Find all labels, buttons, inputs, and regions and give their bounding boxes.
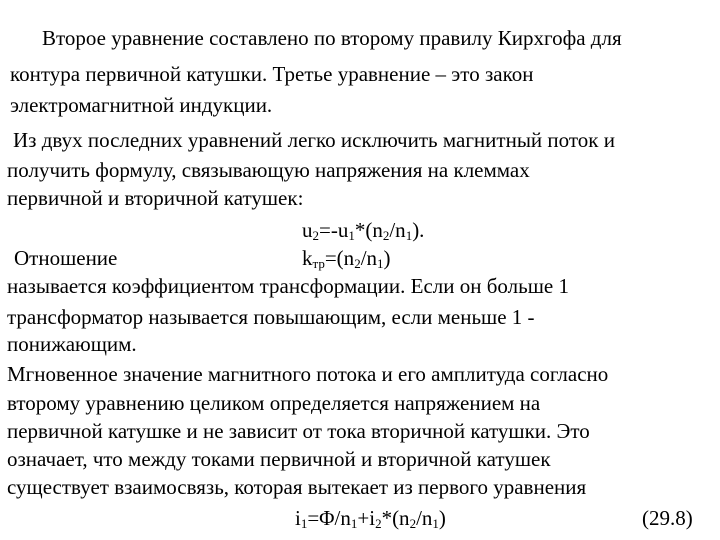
- paragraph-2-line-3: первичной и вторичной катушек:: [7, 186, 304, 210]
- paragraph-1-line-2: контура первичной катушки. Третье уравнение – это закон: [10, 62, 534, 86]
- paragraph-2-line-2: получить формулу, связывающую напряжения на клеммах: [7, 158, 530, 182]
- paragraph-3-line-2: трансформатор называется повышающим, если меньше 1 -: [7, 305, 535, 329]
- paragraph-3-line-3: понижающим.: [7, 332, 137, 356]
- paragraph-4-line-3: первичной катушке и не зависит от тока вторичной катушки. Это: [7, 419, 590, 443]
- formula-currents: $i_1=\Phi/n_1+i_2*(n_2/n_1)$: [295, 506, 446, 531]
- equation-number: (29.8): [642, 506, 693, 530]
- paragraph-4-line-4: означает, что между токами первичной и вторичной катушек: [7, 447, 551, 471]
- paragraph-1-line-1: Второе уравнение составлено по второму правилу Кирхгофа для: [42, 26, 622, 50]
- ratio-label: Отношение: [14, 246, 118, 270]
- paragraph-4-line-5: существует взаимосвязь, которая вытекает из первого уравнения: [7, 475, 587, 499]
- paragraph-2-line-1: Из двух последних уравнений легко исключить магнитный поток и: [13, 128, 615, 152]
- paragraph-4-line-1: Мгновенное значение магнитного потока и его амплитуда согласно: [7, 362, 609, 386]
- paragraph-1-line-3: электромагнитной индукции.: [10, 93, 273, 117]
- paragraph-4-line-2: второму уравнению целиком определяется напряжением на: [7, 391, 541, 415]
- paragraph-3-line-1: называется коэффициентом трансформации. Если он больше 1: [7, 274, 569, 298]
- formula-transformation-ratio: $k_{тр}=(n_2/n_1)$: [302, 246, 391, 271]
- formula-voltage-ratio: $u_2=-u_1*(n_2/n_1)$.: [302, 218, 425, 243]
